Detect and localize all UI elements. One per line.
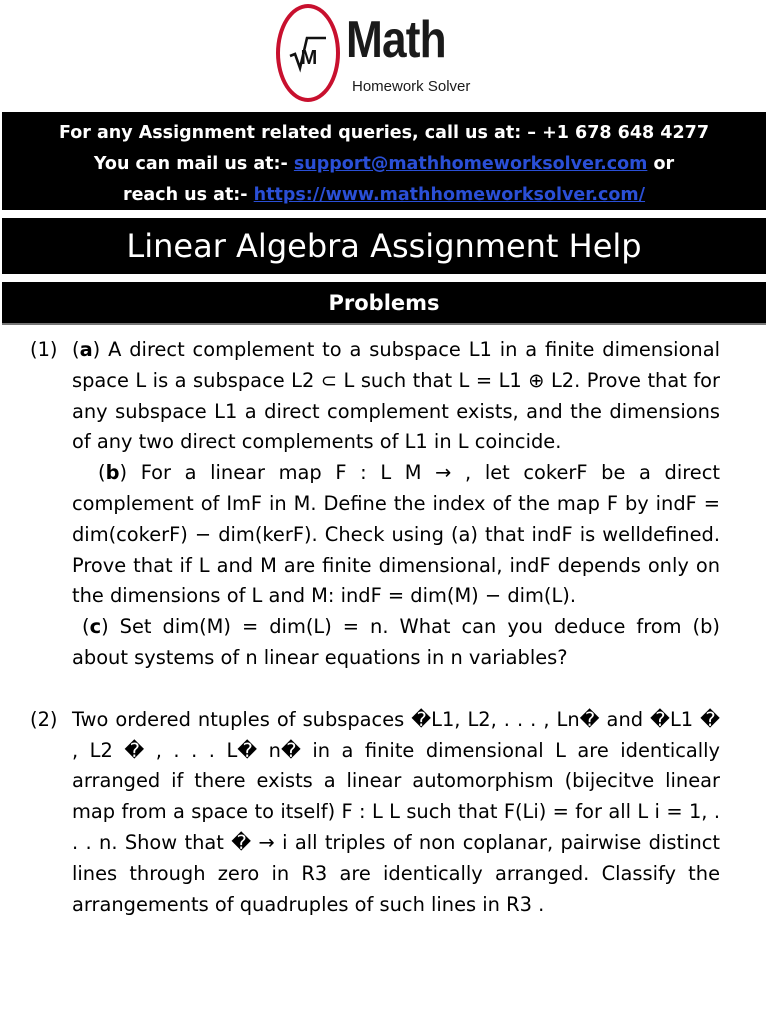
problem-number: (2) [30,707,58,731]
root-m-icon [288,34,328,74]
problem-number: (1) [30,338,58,361]
section-heading: Problems [2,282,766,325]
math-homework-solver-logo [276,4,476,102]
website-link[interactable]: https://www.mathhomeworksolver.com/ [253,185,646,205]
problem-1-part-a: (a) A direct complement to a subspace L1 in a finite dimensional space L is a subspace L2 ⊂ L such that L = L1 ⊕ L2. Prove that for any subspace L1 a direct complement exists, and the dimensions of any two direct complements of L1 in L coincide. [72,338,720,454]
contact-email-prefix: You can mail us at:- [93,154,294,174]
part-text: A direct complement to a subspace L1 in a finite dimensional space L is a subspace L2 ⊂ L such that L = L1 ⊕ L2. Prove that for any subspace L1 a direct complement exists, and the dimensions of any two direct complements of L1 in L coincide. [72,338,720,454]
problem-1-part-b: (b) For a linear map F : L M → , let cokerF be a direct complement of ImF in M. Define the index of the map F by indF = dim(cokerF) − dim(kerF). Check using (a) that indF is welldefined. Prove that if L and M are finite dimensional, indF depends only on the dimensions of L and M: indF = dim(M) − dim(L). [72,461,720,608]
part-label: a [79,338,93,361]
part-text: Set dim(M) = dim(L) = n. What can you deduce from (b) about systems of n linear equations in n variables? [72,615,720,669]
support-email-link[interactable]: support@mathhomeworksolver.com [293,154,648,174]
contact-url-line [2,180,766,211]
problem-1-part-c: (c) Set dim(M) = dim(L) = n. What can you deduce from (b) about systems of n linear equations in n variables? [72,615,720,669]
part-label: c [89,615,102,639]
page-title: Linear Algebra Assignment Help [2,218,766,274]
logo-wordmark: Math [346,11,446,69]
part-label: b [105,461,120,485]
svg-text:M: M [300,47,318,69]
logo-tagline: Homework Solver [352,78,471,95]
contact-email-line [2,149,766,180]
problems-body [30,335,720,920]
contact-url-prefix: reach us at:- [122,185,254,205]
part-text: For a linear map F : L M → , let cokerF be a direct complement of ImF in M. Define the index of the map F by indF = dim(cokerF) − dim(kerF). Check using (a) that indF is welldefined. Prove that if L and M are finite dimensional, indF depends only on the dimensions of L and M: indF = dim(M) − dim(L). [72,461,720,608]
logo-emblem [276,4,340,102]
problem-2-text: Two ordered ntuples of subspaces �L1, L2, . . . , Ln� and �L1 � , L2 � , . . . L� n� in a finite dimensional L are identically arranged if there exists a linear automorphism (bijecitve linear map from a space to itself) F : L L such that F(Li) = for all L i = 1, . . . n. Show that � → i all triples of non coplanar, pairwise distinct lines through zero in R3 are identically arranged. Classify the arrangements of quadruples of such lines in R3 . [72,707,720,916]
problem-2 [30,705,720,921]
contact-phone-line: For any Assignment related queries, call us at: – +1 678 648 4277 [58,123,710,143]
problem-1 [30,335,720,674]
contact-email-suffix: or [647,154,675,174]
contact-banner [2,112,766,213]
